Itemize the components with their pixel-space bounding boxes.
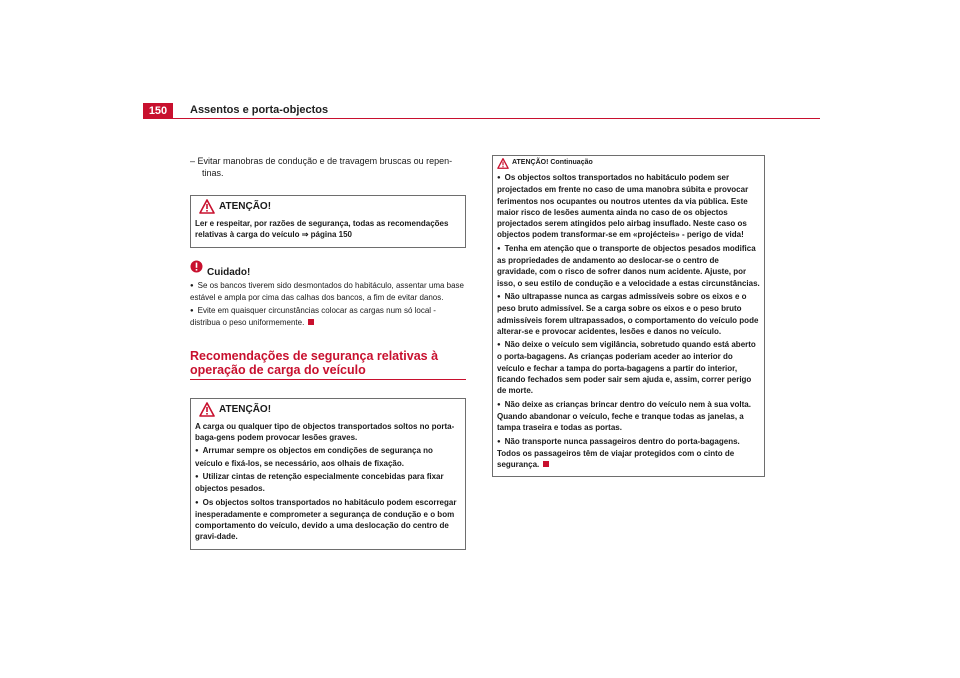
caution-body bbox=[190, 280, 466, 329]
warning-title: ATENÇÃO! Continuação bbox=[512, 159, 593, 166]
warning-bullet: ● Os objectos soltos transportados no habitáculo podem escorregar inesperadamente e comprometer a segurança de condução e o bom comportamento do veículo, devido a uma deslocação do centro de gravi-dade. bbox=[195, 497, 461, 543]
warning-bullet: ● Não ultrapasse nunca as cargas admissíveis sobre os eixos e o peso bruto admissível. Se a carga sobre os eixos e o peso bruto admissíveis forem ultrapassados, o comportamento do veículo pode alterar-se e provocar acidentes, lesões e danos no veículo. bbox=[497, 291, 760, 337]
caution-bullet bbox=[190, 305, 466, 329]
warning-bullet: ● Não deixe as crianças brincar dentro do veículo nem à sua volta. Quando abandonar o veículo, feche e tranque todas as janelas, a tampa traseira e todas as portas. bbox=[497, 399, 760, 434]
warning-text: Ler e respeitar, por razões de segurança, todas as recomendações relativas à carga do veículo ⇒ página 150 bbox=[195, 219, 449, 240]
warning-header bbox=[493, 156, 764, 172]
right-column bbox=[492, 155, 765, 489]
warning-box-cargo bbox=[190, 398, 466, 550]
warning-bullet: ● Utilizar cintas de retenção especialmente concebidas para fixar objectos pesados. bbox=[195, 471, 461, 495]
warning-triangle-icon bbox=[199, 402, 215, 417]
warning-bullet: ● Os objectos soltos transportados no habitáculo podem ser projectados em frente no caso de uma manobra súbita e provocar ferimentos nos ocupantes ou noutros utentes da via pública. Este maior risco de lesões aumenta ainda no caso de os objectos projectados serem atingidos pelo airbag insuflado. Neste caso os objectos podem transformar-se em «projécteis» - perigo de vida! bbox=[497, 172, 760, 241]
warning-triangle-icon bbox=[199, 199, 215, 214]
warning-box-load bbox=[190, 195, 466, 248]
instruction-item: – Evitar manobras de condução e de travagem bruscas ou repen-tinas. bbox=[190, 156, 453, 178]
warning-triangle-icon bbox=[497, 158, 509, 169]
caution-title: Cuidado! bbox=[207, 266, 251, 278]
warning-bullet: ● Arrumar sempre os objectos em condições de segurança no veículo e fixá-los, se necessário, aos olhais de fixação. bbox=[195, 445, 461, 469]
warning-bullet bbox=[497, 436, 760, 471]
section-end-mark bbox=[308, 319, 314, 325]
warning-title: ATENÇÃO! bbox=[219, 403, 272, 415]
chapter-title: Assentos e porta-objectos bbox=[190, 104, 329, 116]
page-number: 150 bbox=[143, 103, 173, 119]
warning-title: ATENÇÃO! bbox=[219, 201, 272, 212]
left-column bbox=[190, 155, 466, 562]
warning-bullet: ● Tenha em atenção que o transporte de objectos pesados modifica as propriedades de andamento ao deslocar-se o centro de gravidade, com o risco de sofrer danos num acidente. Ajuste, por isso, o seu estilo de condução e a velocidade a estas circunstâncias. bbox=[497, 243, 760, 289]
warning-header bbox=[191, 196, 465, 218]
section-end-mark bbox=[543, 461, 549, 467]
warning-bullet-text: ● Não transporte nunca passageiros dentro do porta-bagagens. Todos os passageiros têm de viajar protegidos com o cinto de segurança. bbox=[497, 437, 740, 470]
warning-header bbox=[191, 399, 465, 421]
caution-bullet-text: ● Evite em quaisquer circunstâncias colocar as cargas num só local - distribua o peso uniformemente. bbox=[190, 306, 436, 327]
warning-bullet: ● Não deixe o veículo sem vigilância, sobretudo quando está aberto o porta-bagagens. As crianças poderiam aceder ao interior do veículo e fechar a tampa do porta-bagagens a partir do interior, ficando fechados sem poder sair sem ajuda e, assim, correr perigo de morte. bbox=[497, 339, 760, 396]
warning-box-continued bbox=[492, 155, 765, 477]
header-divider bbox=[143, 118, 820, 119]
section-heading: Recomendações de segurança relativas à operação de carga do veículo bbox=[190, 349, 466, 380]
caution-header bbox=[190, 260, 466, 280]
caution-bullet: ● Se os bancos tiverem sido desmontados do habitáculo, assentar uma base estável e ampla por cima das calhas dos bancos, a fim de evitar danos. bbox=[190, 280, 466, 304]
caution-icon bbox=[190, 260, 203, 273]
warning-intro: A carga ou qualquer tipo de objectos transportados soltos no porta-baga-gens podem provocar lesões graves. bbox=[195, 421, 455, 443]
